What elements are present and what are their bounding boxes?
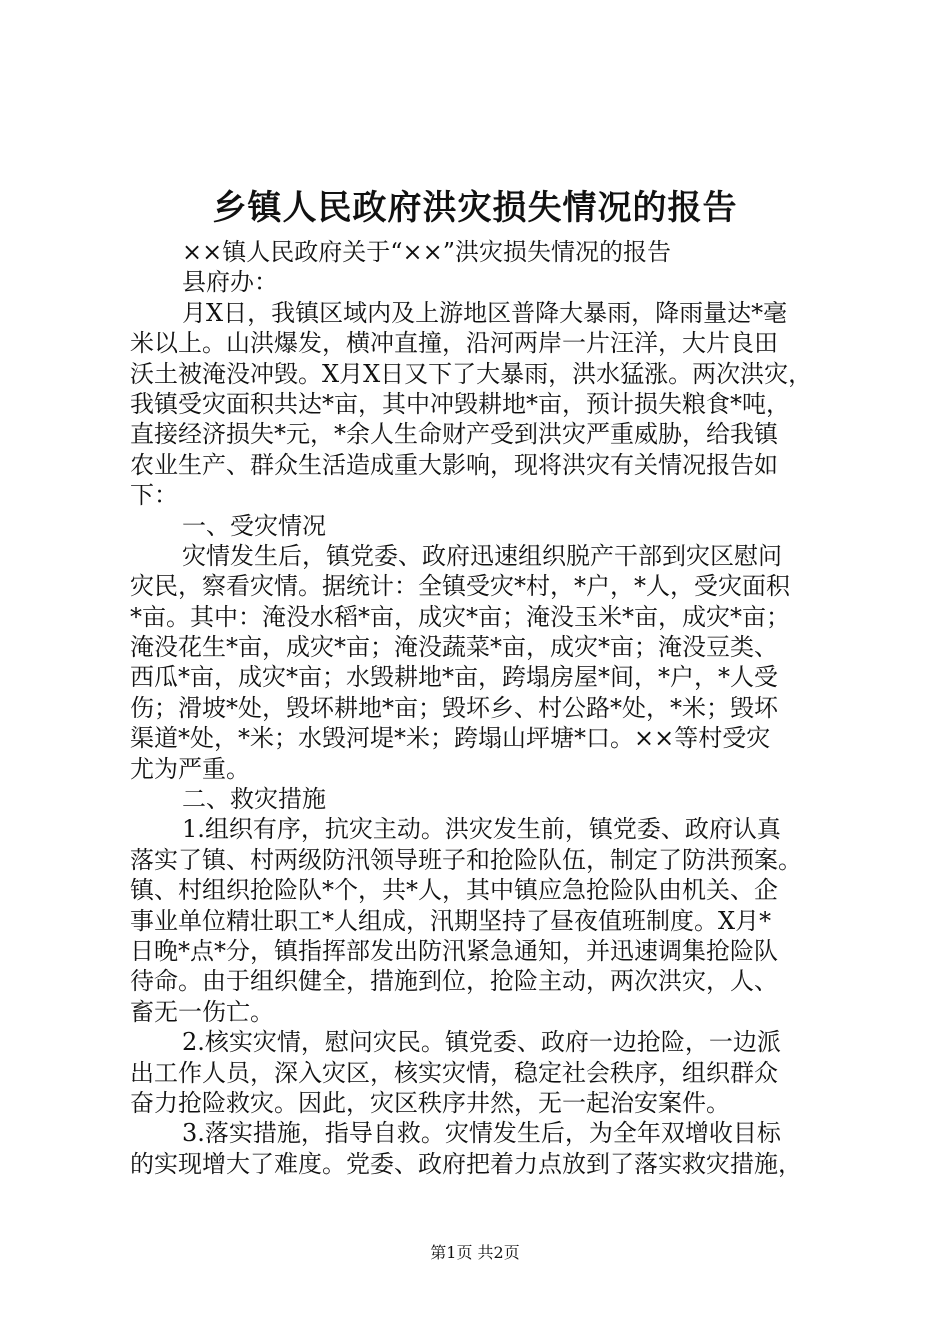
body-text-line: 米以上。山洪爆发，横冲直撞，沿河两岸一片汪洋，大片良田 (130, 329, 778, 358)
body-text-line: 2.核实灾情，慰问灾民。镇党委、政府一边抢险，一边派 (182, 1028, 781, 1057)
body-text-line: 事业单位精壮职工*人组成，汛期坚持了昼夜值班制度。X月* (130, 906, 772, 935)
section-heading-disaster: 一、受灾情况 (182, 511, 326, 540)
body-text-line: 奋力抢险救灾。因此，灾区秩序井然，无一起治安案件。 (130, 1088, 730, 1117)
addressee-line: 县府办： (182, 268, 278, 297)
body-text-line: 月X日，我镇区域内及上游地区普降大暴雨，降雨量达*毫 (182, 298, 788, 327)
document-title: 乡镇人民政府洪灾损失情况的报告 (212, 188, 738, 228)
body-text-line: 畜无一伤亡。 (130, 997, 274, 1026)
body-text-line: 伤；滑坡*处，毁坏耕地*亩；毁坏乡、村公路*处，*米；毁坏 (130, 693, 778, 722)
body-text-line: 尤为严重。 (130, 754, 250, 783)
body-text-line: 1.组织有序，抗灾主动。洪灾发生前，镇党委、政府认真 (182, 815, 781, 844)
report-subtitle-line: ××镇人民政府关于“××”洪灾损失情况的报告 (182, 238, 671, 266)
body-text-line: 西瓜*亩，成灾*亩；水毁耕地*亩，跨塌房屋*间，*户，*人受 (130, 663, 778, 692)
body-text-line: 出工作人员，深入灾区，核实灾情，稳定社会秩序，组织群众 (130, 1058, 778, 1087)
body-text-line: 日晚*点*分，镇指挥部发出防汛紧急通知，并迅速调集抢险队 (130, 936, 778, 965)
body-text-line: 的实现增大了难度。党委、政府把着力点放到了落实救灾措施， (130, 1149, 802, 1178)
body-text-line: 渠道*处，*米；水毁河堤*米；跨塌山坪塘*口。××等村受灾 (130, 724, 771, 753)
body-text-line: *亩。其中：淹没水稻*亩，成灾*亩；淹没玉米*亩，成灾*亩； (130, 602, 790, 631)
body-text-line: 沃土被淹没冲毁。X月X日又下了大暴雨，洪水猛涨。两次洪灾， (130, 359, 813, 388)
body-text-line: 农业生产、群众生活造成重大影响，现将洪灾有关情况报告如 (130, 450, 778, 479)
body-text-line: 直接经济损失*元，*余人生命财产受到洪灾严重威胁，给我镇 (130, 420, 778, 449)
body-text-line: 镇、村组织抢险队*个，共*人，其中镇应急抢险队由机关、企 (130, 876, 778, 905)
body-text-line: 落实了镇、村两级防汛领导班子和抢险队伍，制定了防洪预案。 (130, 845, 802, 874)
body-text-line: 待命。由于组织健全，措施到位，抢险主动，两次洪灾，人、 (130, 967, 778, 996)
body-text-line: 我镇受灾面积共达*亩，其中冲毁耕地*亩，预计损失粮食*吨， (130, 389, 790, 418)
section-heading-relief: 二、救灾措施 (182, 785, 326, 814)
body-text-line: 灾民，察看灾情。据统计：全镇受灾*村，*户，*人，受灾面积 (130, 572, 790, 601)
document-body (130, 237, 830, 1179)
body-text-line: 灾情发生后，镇党委、政府迅速组织脱产干部到灾区慰问 (182, 541, 782, 570)
body-text-line: 下： (130, 481, 178, 510)
body-text-line: 淹没花生*亩，成灾*亩；淹没蔬菜*亩，成灾*亩；淹没豆类、 (130, 633, 778, 662)
body-text-line: 3.落实措施，指导自救。灾情发生后，为全年双增收目标 (182, 1119, 781, 1148)
page-number-footer: 第1页 共2页 (430, 1243, 520, 1262)
